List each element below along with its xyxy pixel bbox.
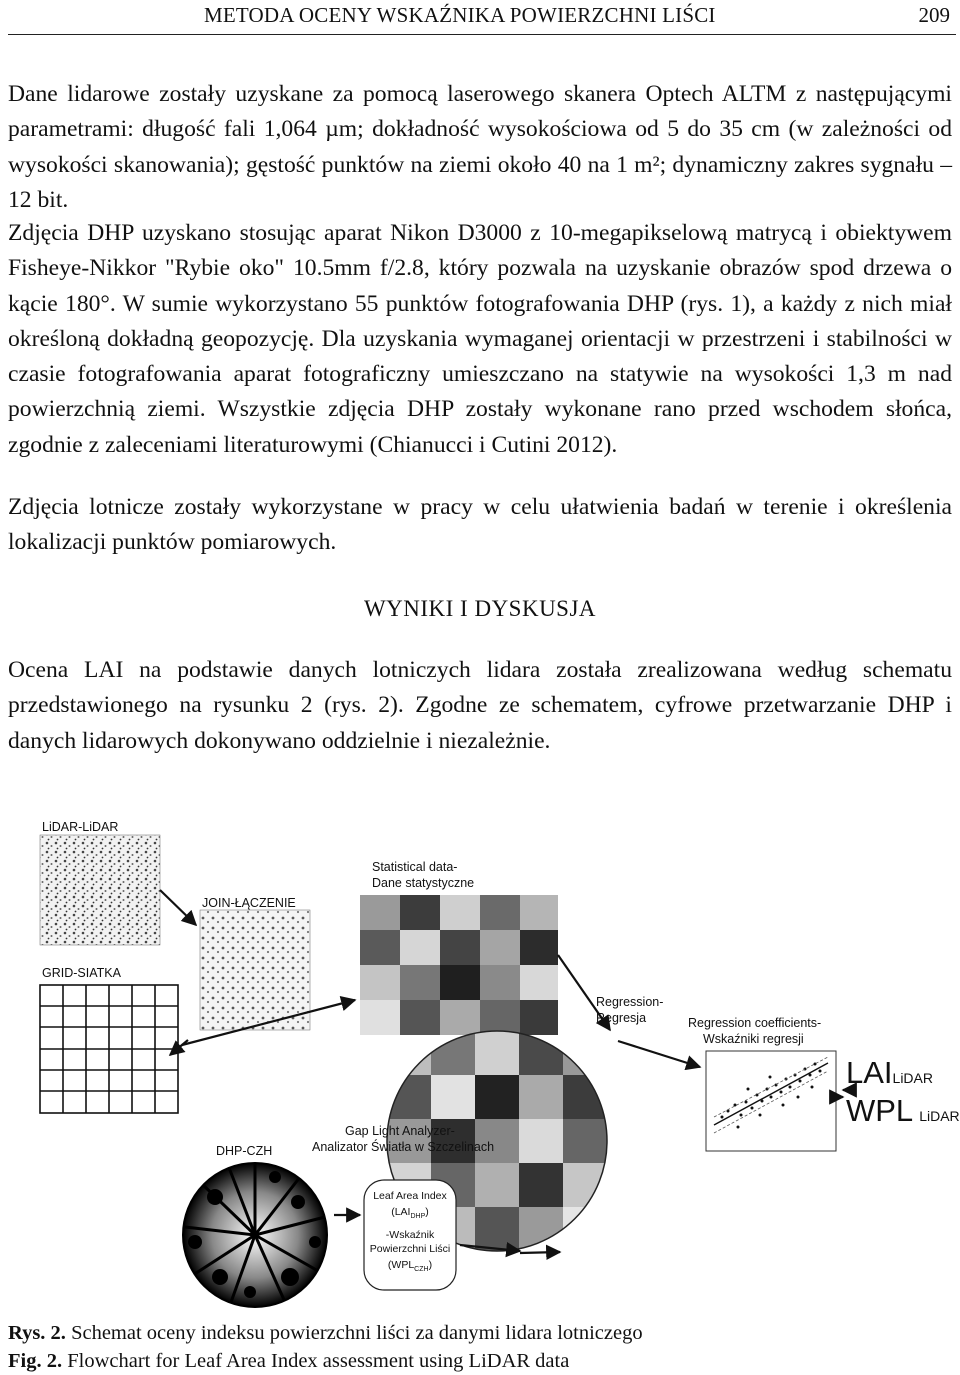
paragraph-aerial-photos: Zdjęcia lotnicze zostały wykorzystane w pracy w celu ułatwienia badań w terenie i określenia lokalizacji punktów pomiarowych. (8, 494, 952, 556)
regression-label-2: Regresja (596, 1011, 647, 1025)
flowchart-figure (0, 805, 960, 1310)
result-labels (846, 1055, 960, 1128)
wpl-lidar-label: WPL LiDAR (846, 1093, 960, 1128)
paragraph-lai-assessment: Ocena LAI na podstawie danych lotniczych lidara została zrealizowana według schematu przedstawionego na rysunku 2 (rys. 2). Zgodne ze schematem, cyfrowe przetwarzanie DHP i danych lidarowych dokonywano oddzielnie i niezależnie. (8, 657, 952, 754)
caption-pl-text: Schemat oceny indeksu powierzchni liści za danymi lidara lotniczego (65, 1322, 643, 1344)
figure-caption-en (8, 1350, 569, 1373)
stat-heatmap (360, 895, 558, 1035)
fisheye-photo (183, 1163, 327, 1307)
lai-box-line-4: Powierzchni Liści (369, 1243, 451, 1255)
caption-en-text: Flowchart for Leaf Area Index assessment using LiDAR data (62, 1350, 570, 1372)
running-title: METODA OCENY WSKAŹNIKA POWIERZCHNI LIŚCI (204, 3, 716, 27)
section-heading: WYNIKI I DYSKUSJA (363, 596, 597, 621)
gla-label-2: Analizator Światła w Szczelinach (312, 1140, 495, 1154)
caption-en-label: Fig. 2. (8, 1350, 63, 1372)
gla-label-1: Gap Light Analyzer- (345, 1124, 455, 1138)
join-block (200, 896, 310, 1030)
lai-box-line-5: $(WPL_{CZH})$ (387, 1259, 433, 1273)
paragraph-dhp-photos: Zdjęcia DHP uzyskano stosując aparat Nikon D3000 z 10-megapikselową matrycą i obiektywem Fisheye-Nikkor "Rybie oko" 10.5mm f/2.8, który pozwala na uzyskanie obrazów spod drzewa o kącie 180°. W sumie wykorzystano 55 punktów fotografowania DHP (rys. 1), a każdy z nich miał określoną dokładną geopozycję. Dla uzyskania wymaganej orientacji w przestrzeni i stabilności w czasie fotografowania aparat fotograficzny umieszczano na statywie na wysokości 1,3 m nad powierzchnią ziemi. Wszystkie zdjęcia DHP zostały wykonane rano przed wschodem słońca, zgodnie z zaleceniami literaturowymi (Chianucci i Cutini 2012). (8, 220, 952, 458)
stat-label-1: Statistical data- (372, 860, 458, 874)
caption-pl-label: Rys. 2. (8, 1322, 66, 1344)
statistical-data-block (360, 860, 558, 1035)
grid-block (40, 966, 178, 1113)
running-header (8, 0, 956, 35)
grid-label: GRID-SIATKA (42, 966, 121, 980)
coeff-label-2: Wskaźniki regresji (703, 1032, 804, 1046)
dhp-label: DHP-CZH (216, 1144, 273, 1158)
figure-caption-pl (8, 1322, 643, 1345)
regression-scatter (706, 1051, 836, 1151)
dhp-block (216, 1144, 272, 1158)
lai-box-line-1: Leaf Area Index (373, 1190, 447, 1202)
lai-box-line-2: $(LAI_{DHP})$ (391, 1206, 429, 1220)
lidar-block (40, 820, 160, 945)
page-number: 209 (918, 3, 950, 27)
lidar-label: LiDAR-LiDAR (42, 820, 119, 834)
regression-label-1: Regression- (596, 995, 664, 1009)
grid-lines (40, 985, 178, 1113)
paragraph-lidar-data: Dane lidarowe zostały uzyskane za pomocą laserowego skanera Optech ALTM z następującymi parametrami: długość fali 1,064 µm; dokładność wysokościowa od 5 do 35 cm (w zależności od wysokości skanowania); gęstość punktów na ziemi około 40 na 1 m²; dynamiczny zakres sygnału – 12 bit. (8, 81, 952, 213)
coeff-label-1: Regression coefficients- (688, 1016, 822, 1030)
stat-label-2: Dane statystyczne (372, 876, 475, 890)
lai-lidar-label: LAILiDAR (846, 1055, 933, 1090)
join-label: JOIN-ŁĄCZENIE (202, 896, 296, 910)
lai-box-line-3: -Wskaźnik (385, 1229, 435, 1241)
lai-dhp-box (364, 1180, 456, 1290)
